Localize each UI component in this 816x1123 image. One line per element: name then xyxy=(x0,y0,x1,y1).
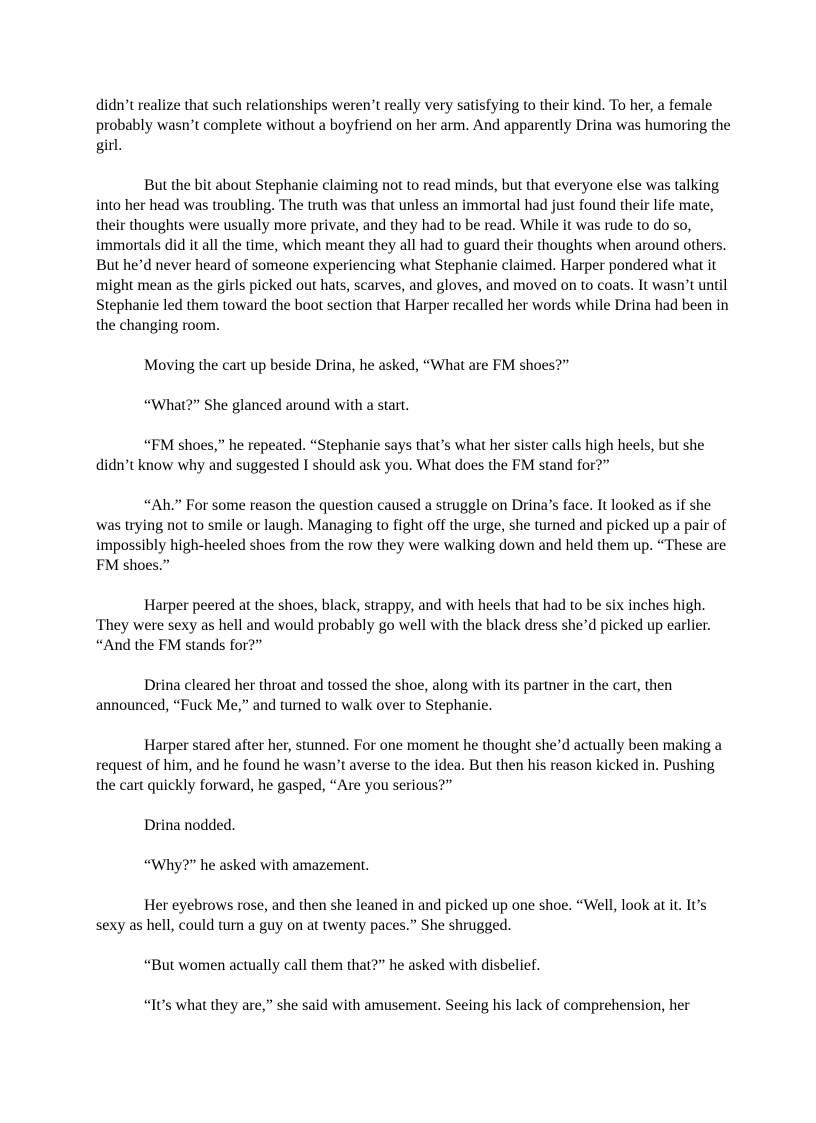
paragraph: Drina cleared her throat and tossed the shoe, along with its partner in the cart, then announced, “Fuck Me,” and turned to walk over to Stephanie. xyxy=(96,677,673,714)
paragraph: “FM shoes,” he repeated. “Stephanie says that’s what her sister calls high heels, but she didn’t know why and suggested I should ask you. What does the FM stand for?” xyxy=(96,437,705,474)
paragraph: Her eyebrows rose, and then she leaned in and picked up one shoe. “Well, look at it. It’s sexy as hell, could turn a guy on at twenty paces.” She shrugged. xyxy=(96,897,707,934)
paragraph: Harper peered at the shoes, black, strappy, and with heels that had to be six inches high. They were sexy as hell and would probably go well with the black dress she’d picked up earlier. “And the FM stands for?” xyxy=(96,597,711,654)
paragraph: “Ah.” For some reason the question caused a struggle on Drina’s face. It looked as if she was trying not to smile or laugh. Managing to fight off the urge, she turned and picked up a pair of impossibly high-heeled shoes from the row they were walking down and held them up. “These are FM shoes.” xyxy=(96,497,727,574)
paragraph: “Why?” he asked with amazement. xyxy=(144,857,370,874)
paragraph: Harper stared after her, stunned. For one moment he thought she’d actually been making a request of him, and he found he wasn’t averse to the idea. But then his reason kicked in. Pushing the cart quickly forward, he gasped, “Are you serious?” xyxy=(96,737,722,794)
paragraph: Moving the cart up beside Drina, he asked, “What are FM shoes?” xyxy=(144,357,570,374)
paragraph: But the bit about Stephanie claiming not to read minds, but that everyone else was talking into her head was troubling. The truth was that unless an immortal had just found their life mate, their thoughts were usually more private, and they had to be read. While it was rude to do so, immortals did it all the time, which meant they all had to guard their thoughts when around others. But he’d never heard of someone experiencing what Stephanie claimed. Harper pondered what it might mean as the girls picked out hats, scarves, and gloves, and moved on to coats. It wasn’t until Stephanie led them toward the boot section that Harper recalled her words while Drina had been in the changing room. xyxy=(96,177,729,334)
paragraph: “It’s what they are,” she said with amusement. Seeing his lack of comprehension, her xyxy=(144,997,690,1014)
paragraph: “But women actually call them that?” he asked with disbelief. xyxy=(144,957,541,974)
paragraph: didn’t realize that such relationships weren’t really very satisfying to their kind. To her, a female probably wasn’t complete without a boyfriend on her arm. And apparently Drina was humoring the girl. xyxy=(96,97,731,154)
body-text xyxy=(96,96,732,1036)
paragraph: “What?” She glanced around with a start. xyxy=(144,397,410,414)
paragraph: Drina nodded. xyxy=(144,817,236,834)
